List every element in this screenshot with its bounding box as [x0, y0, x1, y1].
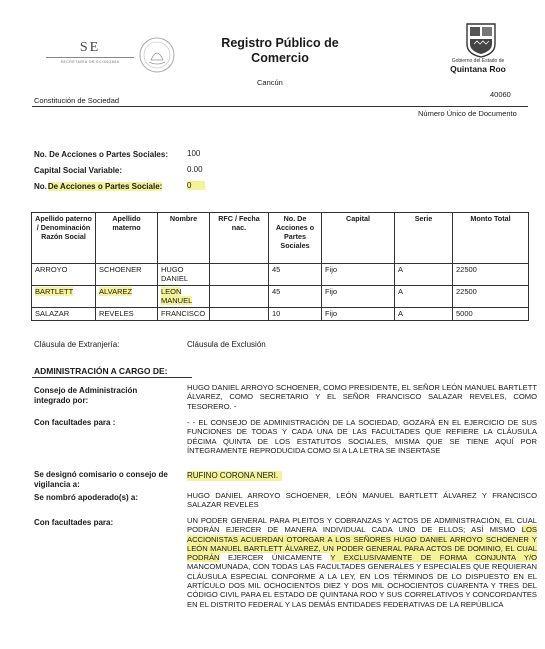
powers2-text: UN PODER GENERAL PARA PLEITOS Y COBRANZAS Y ACTOS DE ADMINISTRACIÓN, EL CUAL PODRÁN EJERCER DE MANERA INDIVIDUAL CADA UNO DE ELLOS; ASÍ MISMO LOS ACCIONISTAS ACUERDAN OTORGAR A LOS SEÑORES HUGO DANIEL ARROYO SCHOENER Y LEÓN MANUEL BARTLETT ÁLVAREZ, UN PODER GENERAL PARA ACTOS DE DOMINIO, EL CUAL PODRÁN EJERCER ÚNICAMENTE Y EXCLUSIVAMENTE DE FORMA CONJUNTA Y/O MANCOMUNADA, CON TODAS LAS FACULTADES GENERALES Y ESPECIALES QUE REQUIERAN CLÁUSULA ESPECIAL CONFORME A LA LEY, EN LOS TÉRMINOS DE LO DISPUESTO EN EL ARTÍCULO DOS MIL OCHOCIENTOS DIEZ Y DOS MIL OCHOCIENTOS CUARENTA Y TRES DEL CÓDIGO CIVIL PARA EL ESTADO DE QUINTANA ROO Y SUS CORRELATIVOS Y CONCORDANTES EN EL DISTRITO FEDERAL Y LAS DEMÁS ENTIDADES FEDERATIVAS DE LA REPÚBLICA: [187, 516, 537, 609]
col-header-maternal: Apellido materno: [96, 213, 158, 264]
powers-label: Con facultades para :: [34, 418, 116, 427]
council-text: HUGO DANIEL ARROYO SCHOENER, COMO PRESIDENTE, EL SEÑOR LEÓN MANUEL BARTLETT ÁLVAREZ, COMO SECRETARIO Y EL SEÑOR FRANCISCO SALAZAR REVELES, COMO TESORERO. -: [187, 383, 537, 411]
col-header-series: Serie: [395, 213, 453, 264]
commissioner-value: RUFINO CORONA NERI.: [187, 471, 282, 481]
admin-heading: ADMINISTRACIÓN A CARGO DE:: [34, 366, 168, 376]
unique-number-label: Número Único de Documento: [418, 109, 517, 118]
shares-count2-highlight: De Acciones o Partes Sociale:: [47, 182, 163, 191]
powers-text: - - EL CONSEJO DE ADMINISTRACIÓN DE LA SOCIEDAD, GOZARÁ EN EL EJERCICIO DE SUS FUNCIONES DE TODAS Y CADA UNA DE LAS FACULTADES QUE REFIERE LA CLÁUSULA DÉCIMA QUINTA DE LOS ESTATUTOS SOCIALES, MISMA QUE SE TIENE AQUÍ POR ÍNTEGRAMENTE REPRODUCIDA COMO SI A LA LETRA SE INSERTASE: [187, 418, 537, 455]
cell-capital: Fijo: [322, 286, 395, 308]
document-type: Constitución de Sociedad: [34, 96, 120, 105]
cell-shares: 10: [269, 308, 322, 321]
cell-shares: 45: [269, 264, 322, 286]
cell-name: LEON MANUEL: [158, 286, 210, 308]
cell-series: A: [395, 286, 453, 308]
cell-total: 22500: [453, 286, 529, 308]
cell-capital: Fijo: [322, 308, 395, 321]
document-number: 40060: [490, 90, 511, 99]
cell-paternal: SALAZAR: [32, 308, 96, 321]
col-header-capital: Capital: [322, 213, 395, 264]
foreigners-clause-label: Cláusula de Extranjería:: [34, 340, 120, 349]
table-row: [32, 308, 529, 321]
city-name: Cancún: [257, 78, 283, 87]
state-government-label: Gobierno del Estado de: [451, 58, 505, 64]
shares-count-label: No. De Acciones o Partes Sociales:: [34, 150, 168, 159]
cell-maternal: REVELES: [96, 308, 158, 321]
cell-name: FRANCISCO: [158, 308, 210, 321]
commissioner-label: Se designó comisario o consejo de vigilancia a:: [34, 470, 168, 489]
shares-count-value: 100: [187, 149, 201, 158]
mexico-seal-icon: [138, 36, 176, 74]
cell-series: A: [395, 264, 453, 286]
table-row: [32, 286, 529, 308]
powers2-highlight-1: LOS ACCIONISTAS ACUERDAN OTORGAR A LOS SEÑORES HUGO DANIEL ARROYO SCHOENER Y LEÓN MANUEL BARTLETT ÁLVAREZ, UN PODER GENERAL PARA ACTOS DE DOMINIO, EL CUAL PODRÁN: [187, 525, 537, 563]
council-label: Consejo de Administración integrado por:: [34, 386, 138, 405]
cell-shares: 45: [269, 286, 322, 308]
cell-maternal: ALVAREZ: [96, 286, 158, 308]
attorney-text: HUGO DANIEL ARROYO SCHOENER, LEÓN MANUEL BARTLETT ÁLVAREZ Y FRANCISCO SALAZAR REVELES: [187, 491, 537, 510]
document-title: [200, 36, 360, 66]
admin-heading-underline: [32, 377, 192, 378]
se-logo-text: SE: [79, 40, 101, 55]
shares-count2-value: 0: [187, 181, 205, 190]
shares-count2-label: No.De Acciones o Partes Sociale:: [34, 182, 163, 191]
se-logo-subtext: SECRETARÍA DE ECONOMÍA: [46, 57, 134, 64]
se-logo: [46, 40, 134, 64]
cell-maternal: SCHOENER: [96, 264, 158, 286]
cell-rfc: [210, 308, 269, 321]
cell-name: HUGO DANIEL: [158, 264, 210, 286]
col-header-paternal: Apellido paterno / Denominación Razón Social: [32, 213, 96, 264]
col-header-rfc: RFC / Fecha nac.: [210, 213, 269, 264]
variable-capital-label: Capital Social Variable:: [34, 166, 123, 175]
title-line-1: Registro Público de: [221, 36, 339, 50]
cell-total: 22500: [453, 264, 529, 286]
col-header-name: Nombre: [158, 213, 210, 264]
cell-series: A: [395, 308, 453, 321]
title-line-2: Comercio: [251, 51, 309, 65]
attorney-label: Se nombró apoderado(s) a:: [34, 493, 139, 502]
cell-total: 5000: [453, 308, 529, 321]
col-header-shares: No. De Acciones o Partes Sociales: [269, 213, 322, 264]
table-header-row: [32, 213, 529, 264]
cell-paternal: BARTLETT: [32, 286, 96, 308]
cell-rfc: [210, 264, 269, 286]
table-row: [32, 264, 529, 286]
header-divider: [32, 106, 528, 107]
powers2-label: Con facultades para:: [34, 518, 114, 527]
variable-capital-value: 0.00: [187, 165, 203, 174]
cell-capital: Fijo: [322, 264, 395, 286]
cell-paternal: ARROYO: [32, 264, 96, 286]
foreigners-clause-value: Cláusula de Exclusión: [187, 340, 266, 349]
state-name: Quintana Roo: [450, 64, 506, 74]
col-header-total: Monto Total: [453, 213, 529, 264]
powers2-highlight-2: Y EXCLUSIVAMENTE DE FORMA CONJUNTA Y/O: [330, 553, 537, 563]
quintana-roo-crest-icon: [465, 22, 497, 58]
shareholders-table: [31, 212, 529, 321]
cell-rfc: [210, 286, 269, 308]
